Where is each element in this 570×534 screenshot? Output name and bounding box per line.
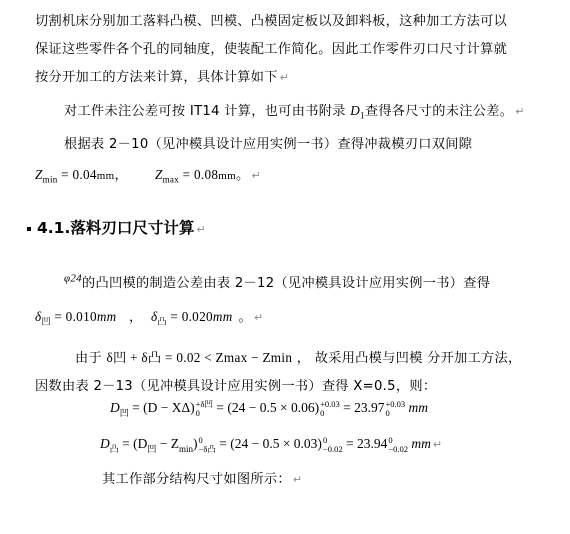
paragraph-mark: ↵ bbox=[515, 105, 525, 118]
gap-end: 。 bbox=[235, 168, 250, 183]
zmax-unit: mm bbox=[218, 170, 236, 182]
condition-formula: δ凹 + δ凸 = 0.02 < Zmax − Zmin bbox=[106, 350, 293, 365]
condition-suffix: ， 故采用凸模与凹模 分开加工方法， bbox=[296, 351, 522, 366]
diameter-symbol: φ24 bbox=[64, 272, 82, 285]
delta-punch-unit: mm bbox=[212, 309, 233, 324]
delta-punch-value: = 0.020 bbox=[166, 309, 213, 324]
paragraph-mark: ↵ bbox=[279, 71, 290, 84]
eq1-limits-2: +0.03 0 bbox=[320, 399, 340, 418]
eq1-lhs-sub: 凹 bbox=[119, 408, 129, 419]
tolerance-paragraph bbox=[64, 100, 525, 119]
intro-text-3: 按分开加工的方法来计算，具体计算如下 bbox=[35, 70, 278, 85]
gap-values bbox=[35, 164, 261, 183]
eq2-limits-1: 0 −δ凸 bbox=[198, 435, 216, 454]
closing-text: 其工作部分结构尺寸如图所示： bbox=[102, 472, 291, 487]
eq1-limits-1: +δ凹 0 bbox=[195, 399, 213, 418]
paragraph-mark: ↵ bbox=[432, 438, 443, 452]
paragraph-mark: ↵ bbox=[251, 169, 261, 182]
eq1-unit: mm bbox=[405, 400, 429, 416]
eq1-result: = 23.97 bbox=[339, 400, 385, 416]
eq2-mid-sub: 凹 bbox=[147, 444, 157, 455]
eq2-mid: = (D bbox=[118, 436, 148, 452]
paragraph-mark: ↵ bbox=[292, 473, 303, 486]
eq2-result: = 23.94 bbox=[342, 436, 388, 452]
intro-text-1: 切割机床分别加工落料凸模、凹模、凸模固定板以及卸料板，这种加工方法可以 bbox=[35, 14, 508, 29]
section-title: 落料刃口尺寸计算 bbox=[70, 219, 195, 237]
closing-line bbox=[102, 468, 302, 487]
zmin-value: = 0.04 bbox=[57, 167, 97, 182]
delta-punch-symbol: δ bbox=[151, 309, 158, 324]
intro-line-2 bbox=[35, 38, 507, 57]
paragraph-mark: ↵ bbox=[196, 223, 206, 236]
zmin-sub: min bbox=[42, 174, 58, 185]
tolerance-text-end: 查得各尺寸的未注公差。 bbox=[364, 104, 514, 119]
eq2-unit: mm bbox=[408, 436, 431, 452]
eq2-mid3: ) bbox=[193, 436, 198, 452]
eq2-limits-3: 0 −0.02 bbox=[388, 435, 409, 454]
eq2-rhs: = (24 − 0.5 × 0.03) bbox=[215, 436, 322, 452]
manuf-values bbox=[35, 306, 264, 328]
intro-text-2: 保证这些零件各个孔的同轴度，使装配工作简化。因此工作零件刃口尺寸计算就 bbox=[35, 42, 508, 57]
eq1-rhs: = (24 − 0.5 × 0.06) bbox=[212, 400, 320, 416]
eq2-mid2-sub: min bbox=[179, 443, 194, 454]
appendix-symbol-sub: 1 bbox=[360, 110, 365, 121]
condition-line-1 bbox=[75, 347, 522, 366]
zmin-unit: mm bbox=[96, 170, 115, 182]
gap-paragraph bbox=[64, 133, 472, 152]
appendix-symbol: D bbox=[350, 103, 361, 118]
zmax-symbol: Z bbox=[154, 167, 163, 182]
eq1-mid: = (D − XΔ) bbox=[128, 400, 195, 416]
eq1-limits-3: +0.03 0 bbox=[385, 399, 406, 418]
gap-separator: ， bbox=[114, 168, 128, 183]
intro-line-1 bbox=[35, 10, 507, 29]
delta-punch-sub: 凸 bbox=[157, 317, 167, 328]
section-number: 4.1. bbox=[37, 219, 71, 237]
zmax-sub: max bbox=[162, 174, 180, 185]
delta-die-unit: mm bbox=[96, 309, 117, 324]
equation-die bbox=[110, 400, 428, 418]
condition-prefix: 由于 bbox=[75, 351, 102, 366]
equation-punch bbox=[100, 436, 442, 454]
delta-die-sub: 凹 bbox=[41, 317, 51, 328]
eq1-lhs: D bbox=[110, 400, 120, 416]
manuf-text: 的凸凹模的制造公差由表 2－12（见冲模具设计应用实例一书）查得 bbox=[82, 276, 491, 291]
manuf-paragraph bbox=[64, 272, 490, 291]
zmax-value: = 0.08 bbox=[179, 167, 219, 182]
gap-text: 根据表 2－10（见冲模具设计应用实例一书）查得冲裁模刃口双间隙 bbox=[64, 137, 473, 152]
condition-line-2 bbox=[35, 375, 436, 394]
tolerance-text: 对工件未注公差可按 IT14 计算，也可由书附录 bbox=[64, 104, 351, 119]
intro-line-3 bbox=[35, 66, 289, 85]
eq2-lhs-sub: 凸 bbox=[109, 444, 119, 455]
condition-text-2: 因数由表 2－13（见冲模具设计应用实例一书）查得 X=0.5，则： bbox=[35, 379, 437, 394]
manuf-separator: ， bbox=[129, 310, 143, 325]
delta-die-symbol: δ bbox=[35, 309, 42, 324]
heading-bullet-icon bbox=[27, 227, 31, 231]
eq2-mid2: − Z bbox=[156, 436, 180, 452]
eq2-lhs: D bbox=[100, 436, 110, 452]
zmin-symbol: Z bbox=[35, 167, 43, 182]
eq2-limits-2: 0 −0.02 bbox=[322, 435, 343, 454]
section-heading bbox=[27, 216, 206, 238]
delta-die-value: = 0.010 bbox=[50, 309, 97, 324]
manuf-end: 。 bbox=[238, 310, 253, 325]
paragraph-mark: ↵ bbox=[254, 311, 264, 324]
